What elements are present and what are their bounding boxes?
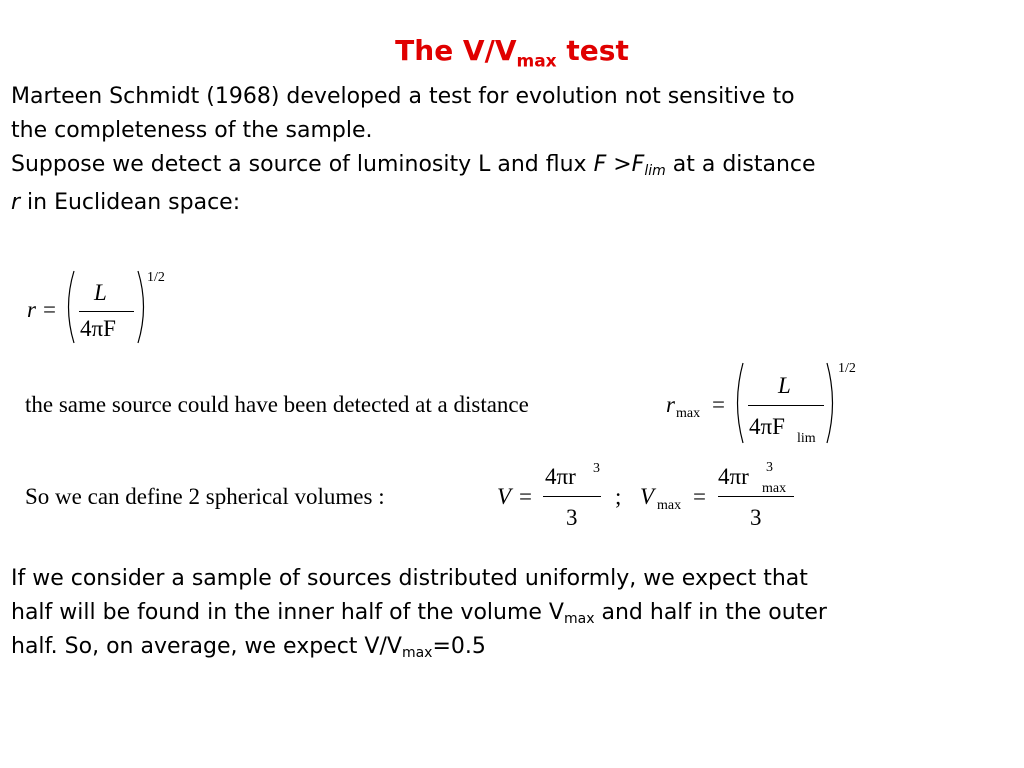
conclusion-line-3 [11, 630, 486, 664]
intro-line-3-b: at a distance [665, 152, 816, 177]
eq3-num-exp: 3 [593, 461, 600, 476]
eq2-right-paren [825, 362, 839, 444]
eq3-text: So we can define 2 spherical volumes : [25, 484, 385, 509]
title-sub: max [516, 51, 557, 72]
intro-line-1: Marteen Schmidt (1968) developed a test for evolution not sensitive to [11, 84, 795, 109]
eq2-denominator: 4πF [749, 414, 785, 439]
eq2-equals: = [712, 392, 725, 417]
eq1-fraction-bar [79, 311, 134, 312]
eq3-numerator-2: 4πr [718, 464, 749, 489]
eq1-lhs: r [27, 297, 36, 322]
eq3-numerator: 4πr [545, 464, 576, 489]
eq3-num2-exp: 3 [766, 460, 773, 475]
slide-title [0, 34, 1024, 72]
conclusion-line-2-b: and half in the outer [594, 600, 827, 625]
eq1-equals: = [43, 297, 56, 322]
intro-line-4-b: in Euclidean space: [20, 190, 241, 215]
distance-symbol: r [11, 190, 21, 215]
eq1-exponent: 1/2 [147, 270, 165, 285]
eq3-vmax-sub: max [657, 498, 682, 513]
eq3-equals: = [519, 484, 532, 509]
eq3-num2-sub: max [762, 481, 787, 496]
eq3-vmax: V [640, 484, 655, 509]
eq1-denominator: 4πF [80, 316, 116, 341]
eq3-denominator: 3 [566, 505, 578, 530]
eq3-equals-2: = [693, 484, 706, 509]
eq1-numerator: L [94, 280, 107, 305]
title-main: The V/V [395, 34, 517, 67]
eq2-numerator: L [778, 373, 791, 398]
flux-condition: F >F [593, 152, 645, 177]
eq2-fraction-bar [748, 405, 824, 406]
eq2-exponent: 1/2 [838, 361, 856, 376]
conclusion-line-3-sub: max [401, 645, 433, 661]
conclusion-line-2-sub: max [563, 611, 595, 627]
eq2-text: the same source could have been detected at a distance [25, 392, 529, 417]
intro-line-4 [11, 186, 240, 220]
title-tail: test [556, 34, 629, 67]
eq1-left-paren [62, 270, 76, 344]
conclusion-line-1: If we consider a sample of sources distributed uniformly, we expect that [11, 566, 808, 591]
eq3-denominator-2: 3 [750, 505, 762, 530]
eq3-v: V [497, 484, 512, 509]
eq2-den-sub: lim [797, 431, 816, 446]
conclusion-line-3-a: half. So, on average, we expect V/V [11, 634, 402, 659]
eq3-fraction-bar-2 [718, 496, 794, 497]
flux-lim-sub: lim [644, 163, 666, 179]
eq3-fraction-bar [543, 496, 601, 497]
eq2-lhs: r [666, 392, 675, 417]
eq3-separator: ; [615, 484, 622, 509]
intro-line-3 [11, 148, 816, 182]
intro-line-3-a: Suppose we detect a source of luminosity L and flux [11, 152, 594, 177]
conclusion-line-3-b: =0.5 [432, 634, 486, 659]
eq2-lhs-sub: max [676, 406, 701, 421]
conclusion-line-2-a: half will be found in the inner half of the volume V [11, 600, 564, 625]
conclusion-line-2 [11, 596, 827, 630]
eq2-left-paren [731, 362, 745, 444]
intro-line-2: the completeness of the sample. [11, 118, 373, 143]
